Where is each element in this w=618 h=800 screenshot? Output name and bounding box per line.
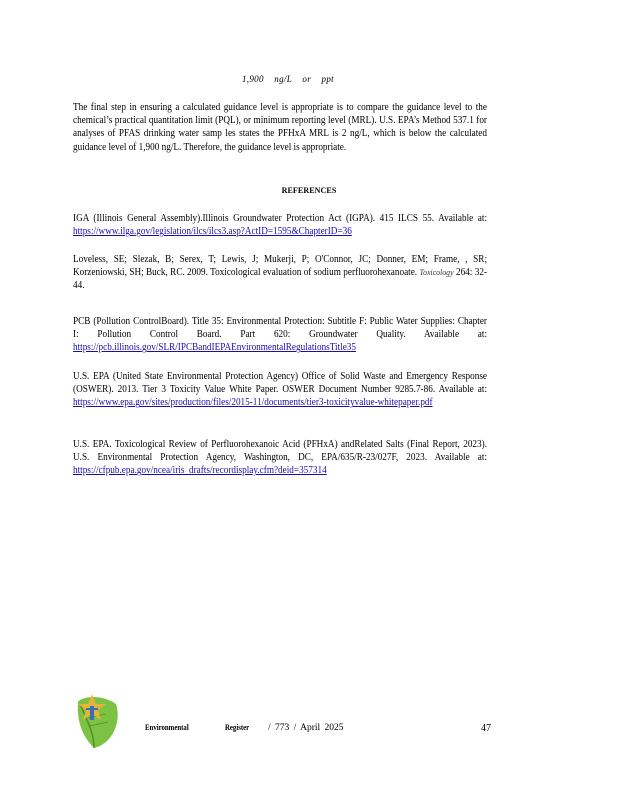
footer-publication: Environmental	[145, 723, 189, 732]
journal-name: Toxicology	[419, 267, 454, 278]
reference-link-epa-pfhxa[interactable]: https://cfpub.epa.gov/ncea/iris_drafts/recordisplay.cfm?deid=357314	[73, 465, 327, 477]
reference-item-iga	[73, 212, 487, 238]
reference-text: PCB (Pollution ControlBoard). Title 35: Environmental Protection: Subtitle F: Public Water Supplies: Chapter I: Pollution Control Board. Part 620: Groundwater Quality. Available at:	[73, 316, 487, 341]
environmental-register-logo	[72, 692, 122, 750]
reference-link-pcb[interactable]: https://pcb.illinois.gov/SLR/IPCBandIEPAEnvironmentalRegulationsTitle35	[73, 342, 357, 354]
references-heading: REFERENCES	[281, 186, 337, 195]
footer-page-number: 47	[481, 723, 491, 734]
reference-text: U.S. EPA. Toxicological Review of Perfluorohexanoic Acid (PFHxA) andRelated Salts (Final Report, 2023). U.S. Environmental Protection Agency, Washington, DC, EPA/635/R-23/027F, 2023. Available at:	[73, 439, 487, 464]
reference-text: U.S. EPA (United State Environmental Protection Agency) Office of Solid Waste and Emergency Response (OSWER). 2013. Tier 3 Toxicity Value White Paper. OSWER Document Number 9285.7-86. Available at:	[73, 371, 487, 396]
reference-item-epa-pfhxa	[73, 438, 487, 478]
reference-link-epa-oswer[interactable]: https://www.epa.gov/sites/production/files/2015-11/documents/tier3-toxicityvalue-whitepaper.pdf	[73, 397, 433, 409]
footer-issue: / 773 / April 2025	[268, 723, 344, 733]
reference-volume: 264: 32-44.	[73, 267, 488, 292]
reference-item-loveless	[73, 253, 487, 293]
reference-link-iga[interactable]: https://www.ilga.gov/legislation/ilcs/ilcs3.asp?ActID=1595&ChapterID=36	[73, 226, 352, 238]
guidance-level-formula: 1,900 ng/L or ppt	[242, 74, 334, 84]
final-step-paragraph	[73, 101, 487, 154]
final-step-text: The final step in ensuring a calculated guidance level is appropriate is to compare the guidance level to the chemical’s practical quantitation limit (PQL), or minimum reporting level (MRL). U.S. EPA’s Method 537.1 for analyses of PFAS drinking water samp les states the PFHxA MRL is 2 ng/L, which is below the calculated guidance level of 1,900 ng/L. Therefore, the guidance level is appropriate.	[73, 102, 487, 153]
reference-item-epa-oswer	[73, 370, 487, 410]
footer-register: Register	[225, 723, 250, 732]
reference-item-pcb	[73, 315, 487, 355]
reference-text: Loveless, SE; Slezak, B; Serex, T; Lewis, J; Mukerji, P; O'Connor, JC; Donner, EM; Frame, , SR; Korzeniowski, SH; Buck, RC. 2009. Toxicological evaluation of sodium perfluorohexanoate.	[73, 254, 487, 279]
reference-text: IGA (Illinois General Assembly).Illinois Groundwater Protection Act (IGPA). 415 ILCS 55. Available at:	[73, 213, 487, 224]
